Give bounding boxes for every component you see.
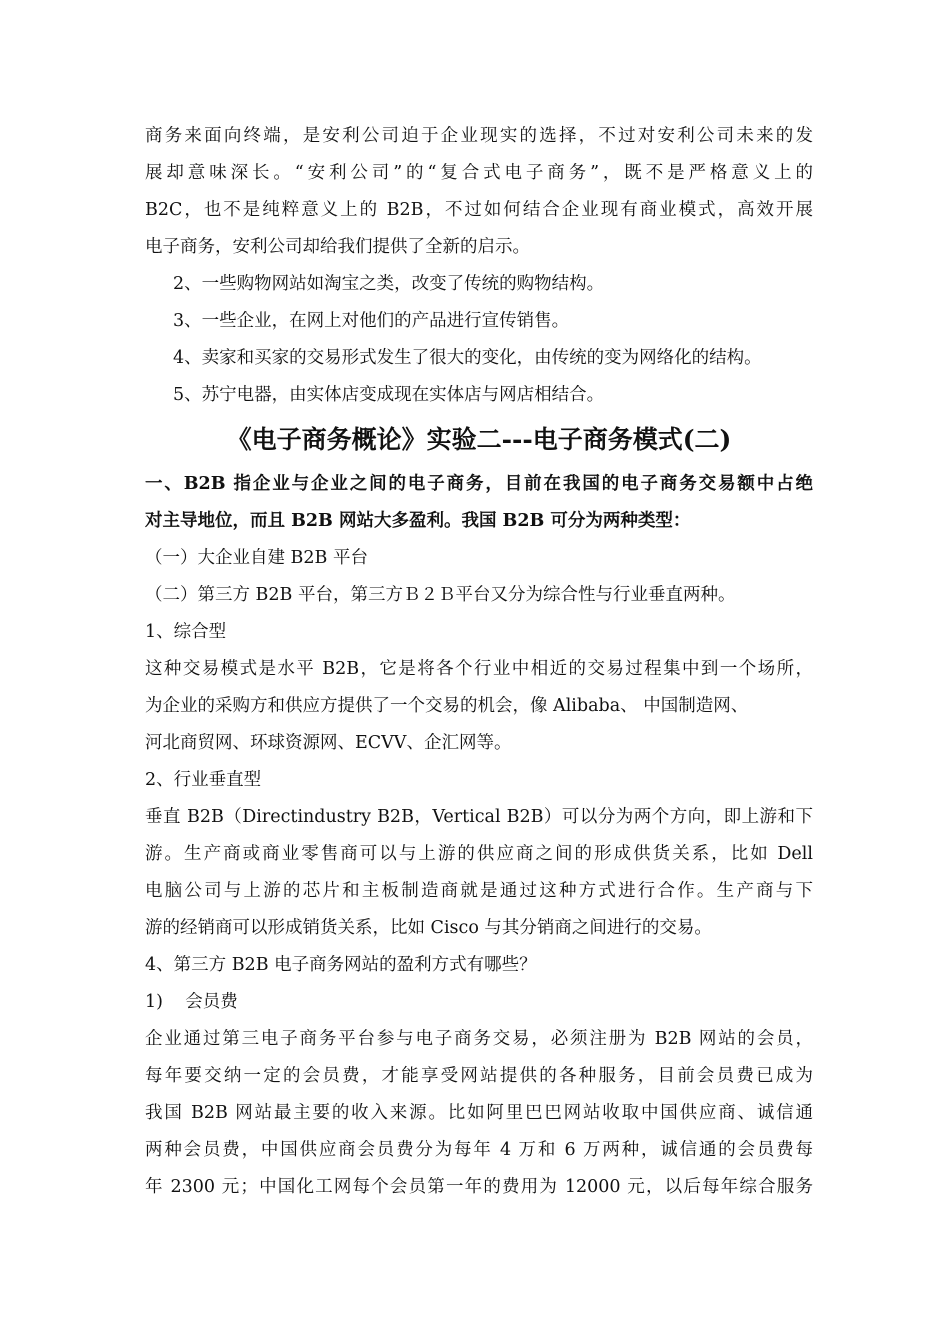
- paragraph-line: 每年要交纳一定的会员费，才能享受网站提供的各种服务，目前会员费已成为: [145, 1066, 813, 1086]
- paragraph-line: 我国 B2B 网站最主要的收入来源。比如阿里巴巴网站收取中国供应商、诚信通: [145, 1103, 813, 1123]
- paragraph-line: 年 2300 元；中国化工网每个会员第一年的费用为 12000 元，以后每年综合服务: [145, 1177, 813, 1197]
- question-heading: 4、第三方 B2B 电子商务网站的盈利方式有哪些？: [145, 955, 537, 975]
- paragraph-line: 企业通过第三电子商务平台参与电子商务交易，必须注册为 B2B 网站的会员，: [145, 1029, 813, 1049]
- document-body: [145, 118, 813, 1206]
- subheading-third-party: （二）第三方 B2B 平台，第三方Ｂ２Ｂ平台又分为综合性与行业垂直两种。: [145, 585, 736, 605]
- list-item: 5、苏宁电器，由实体店变成现在实体店与网店相结合。: [173, 385, 605, 405]
- heading-comprehensive: 1、综合型: [145, 622, 227, 642]
- paragraph-line: 游的经销商可以形成销货关系，比如 Cisco 与其分销商之间进行的交易。: [145, 918, 712, 938]
- paragraph-line: 两种会员费，中国供应商会员费分为每年 4 万和 6 万两种，诚信通的会员费每: [145, 1140, 813, 1160]
- intro-line: 商务来面向终端，是安利公司迫于企业现实的选择，不过对安利公司未来的发: [145, 126, 813, 146]
- section-heading-line: 一、B2B 指企业与企业之间的电子商务，目前在我国的电子商务交易额中占绝: [145, 474, 813, 494]
- subheading-self-built: （一）大企业自建 B2B 平台: [145, 548, 368, 568]
- paragraph-line: 为企业的采购方和供应方提供了一个交易的机会，像 Alibaba、 中国制造网、: [145, 696, 749, 716]
- page-title: 《电子商务概论》实验二---电子商务模式(二): [226, 425, 732, 454]
- heading-membership-fee: 1) 会员费: [145, 992, 238, 1012]
- paragraph-line: 这种交易模式是水平 B2B，它是将各个行业中相近的交易过程集中到一个场所，: [145, 659, 813, 679]
- list-item: 2、一些购物网站如淘宝之类，改变了传统的购物结构。: [173, 274, 605, 294]
- intro-line: 展却意味深长。“安利公司”的“复合式电子商务”，既不是严格意义上的: [145, 163, 813, 183]
- section-heading-line: 对主导地位，而且 B2B 网站大多盈利。我国 B2B 可分为两种类型：: [145, 511, 691, 531]
- intro-line: B2C，也不是纯粹意义上的 B2B，不过如何结合企业现有商业模式，高效开展: [145, 200, 813, 220]
- paragraph-line: 游。生产商或商业零售商可以与上游的供应商之间的形成供货关系，比如 Dell: [145, 844, 813, 864]
- paragraph-line: 河北商贸网、环球资源网、ECVV、企汇网等。: [145, 733, 512, 753]
- intro-line: 电子商务，安利公司却给我们提供了全新的启示。: [145, 237, 530, 257]
- list-item: 4、卖家和买家的交易形式发生了很大的变化，由传统的变为网络化的结构。: [173, 348, 762, 368]
- paragraph-line: 电脑公司与上游的芯片和主板制造商就是通过这种方式进行合作。生产商与下: [145, 881, 813, 901]
- list-item: 3、一些企业，在网上对他们的产品进行宣传销售。: [173, 311, 570, 331]
- heading-vertical: 2、行业垂直型: [145, 770, 262, 790]
- paragraph-line: 垂直 B2B（Directindustry B2B，Vertical B2B）可以分为两个方向，即上游和下: [145, 807, 813, 827]
